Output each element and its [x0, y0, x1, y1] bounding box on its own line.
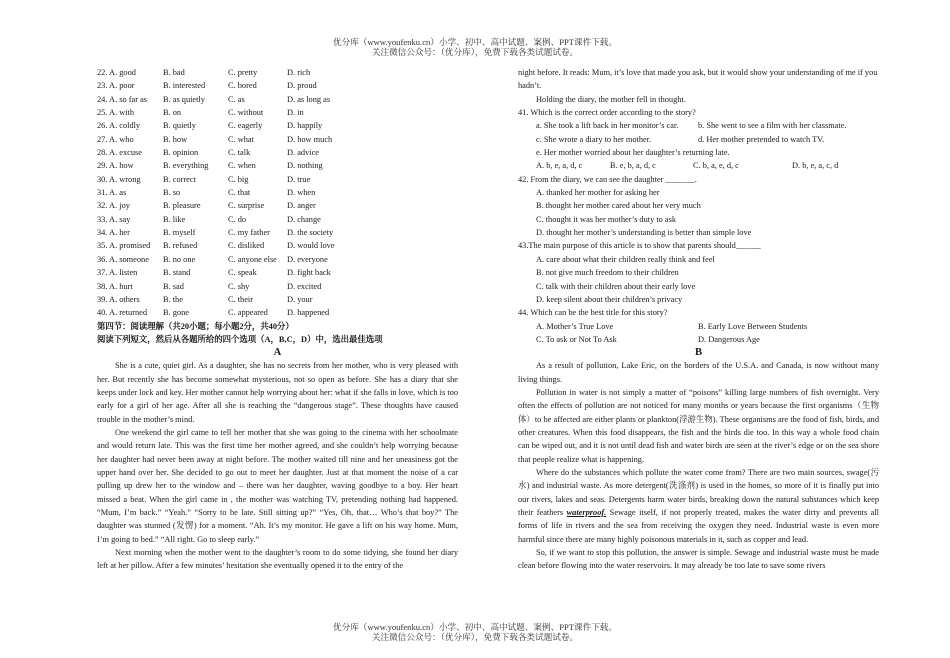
question-number-option-a[interactable]: 31. A. as: [97, 188, 127, 198]
question-number-option-a[interactable]: 26. A. coldly: [97, 121, 141, 131]
passage-b-text: Where do the substances which pollute the water come from? There are two main sources, swage(污水) and industrial waste. As more detergent(洗涤剂) is used in the homes, so more of it is finally put into our rivers, lakes and seas. Detergents harm water birds, breaking down the natural substances which keep their feathers: [518, 467, 879, 517]
passage-a-paragraph: Next morning when the mother went to the daughter’s room to do some tidying, she found her diary left at her pillow. After a few minutes’ hesitation she eventually opened it to the entry of the: [97, 548, 458, 571]
question-number-option-a[interactable]: 23. A. poor: [97, 81, 135, 91]
option-b[interactable]: B. stand: [163, 268, 191, 278]
option-b[interactable]: B. bad: [163, 68, 185, 77]
option-d[interactable]: D. proud: [287, 81, 317, 91]
option-b[interactable]: B. Early Love Between Students: [698, 321, 808, 331]
option-b[interactable]: B. everything: [163, 161, 209, 171]
option-d[interactable]: D. fight back: [287, 268, 331, 278]
option-c[interactable]: C. as: [228, 94, 245, 104]
cloze-question-row: [97, 199, 458, 212]
passage-b-paragraph: As a result of pollution, Lake Eric, on the borders of the U.S.A. and Canada, is now without many living things.: [518, 361, 879, 384]
passage-b-title: B: [694, 347, 703, 359]
question-number-option-a[interactable]: 27. A. who: [97, 134, 134, 144]
option-c[interactable]: C. To ask or Not To Ask: [536, 334, 617, 344]
option-d[interactable]: D. rich: [287, 68, 311, 77]
question-number-option-a[interactable]: 35. A. promised: [97, 241, 151, 251]
option-c[interactable]: C. appeared: [228, 308, 268, 318]
option-c[interactable]: C. without: [228, 108, 264, 118]
keyword-waterproof: waterproof.: [566, 508, 607, 517]
question-42-stem: 42. From the diary, we can see the daughter _______.: [518, 174, 697, 184]
event-b: b. She went to see a film with her classmate.: [698, 121, 847, 131]
cloze-question-row: [97, 133, 458, 146]
footer-line-2: 关注微信公众号：（优分库），免费下载各类试题试卷。: [371, 632, 579, 642]
option-d[interactable]: D. when: [287, 188, 316, 198]
cloze-question-row: [97, 186, 458, 199]
option-d[interactable]: D. would love: [287, 241, 335, 251]
cloze-question-row: [97, 253, 458, 266]
option-c[interactable]: C. do: [228, 214, 247, 224]
question-41-stem: 41. Which is the correct order according to the story?: [518, 108, 696, 118]
question-number-option-a[interactable]: 32. A. joy: [97, 201, 130, 211]
option-b[interactable]: B. like: [163, 214, 186, 224]
passage-a-paragraph: One weekend the girl came to tell her mother that she was going to the cinema with her schoolmate and would return late. This was the first time her mother agreed, and she couldn’t help worrying because her daughter had never been away at night before. The mother waited till nine and her uneasiness got the upper hand over her. She decided to go out to meet her daughter. Just at that moment the noise of a car pulling up drew her to the window and – there was her daughter, waving goodbye to a boy. Her heart missed a beat. When the girl came in , the mother was watching TV, pretending nothing had happened. “Mum, I’m back.” “Yeah.” “Sorry to be late. Still sitting up?” “Yes, Oh, that… Who’s that boy?” The daughter was stunned (发愣) for a moment. “Ah. It’s my monitor. He gave a lift on his way home. Mum, I’m going to bed.” “All right. Go to sleep early.”: [97, 427, 458, 544]
page-footer: [0, 622, 950, 642]
option-c[interactable]: C. surprise: [228, 201, 265, 211]
option-c[interactable]: C. anyone else: [228, 254, 277, 264]
question-number-option-a[interactable]: 22. A. good: [97, 68, 136, 77]
passage-a-paragraph: She is a cute, quiet girl. As a daughter, she has no secrets from her mother, who is very pleased with her. But recently she has become somewhat mysterious, not so open as before. She has a diary that she keeps under lock and key. Her mother cannot help worrying about her: what if she falls in love, which is too early for a girl of her age. After all she is reaching the “dangerous stage”. These thoughts have caused trouble in the mother’s mind.: [97, 361, 458, 424]
option-d[interactable]: D. as long as: [287, 94, 331, 104]
option-d[interactable]: D. anger: [287, 201, 316, 211]
passage-b-paragraph: So, if we want to stop this pollution, the answer is simple. Sewage and industrial waste must be made clean before flowing into the water reservoirs. It may already be too late to save some rivers: [518, 548, 879, 571]
option-d[interactable]: D. your: [287, 294, 313, 304]
cloze-question-row: [97, 93, 458, 106]
option-c[interactable]: C. my father: [228, 228, 270, 238]
passage-a-closing-line: Holding the diary, the mother fell in thought.: [536, 94, 686, 104]
option-d[interactable]: D. excited: [287, 281, 322, 291]
cloze-question-row: [97, 266, 458, 279]
passage-b-paragraph: [518, 466, 879, 546]
question-number-option-a[interactable]: 38. A. hurt: [97, 281, 133, 291]
cloze-question-row: [97, 119, 458, 132]
option-d[interactable]: D. happened: [287, 308, 330, 318]
option-c[interactable]: C. shy: [228, 281, 250, 291]
cloze-question-row: [97, 66, 458, 79]
option-c[interactable]: C. eagerly: [228, 121, 263, 131]
question-number-option-a[interactable]: 25. A. with: [97, 108, 135, 118]
question-44-stem: 44. Which can be the best title for this story?: [518, 308, 668, 318]
option-d[interactable]: D. true: [287, 174, 311, 184]
question-number-option-a[interactable]: 33. A. say: [97, 214, 131, 224]
option-b[interactable]: B. refused: [163, 241, 198, 251]
question-number-option-a[interactable]: 37. A. listen: [97, 268, 138, 278]
option-b[interactable]: B. on: [163, 108, 182, 118]
option-a[interactable]: A. b, e, a, d, c: [536, 161, 583, 171]
option-c[interactable]: C. what: [228, 134, 254, 144]
option-b[interactable]: B. how: [163, 134, 188, 144]
cloze-question-row: [97, 213, 458, 226]
option-c[interactable]: C. their: [228, 294, 254, 304]
event-a: a. She took a lift back in her monitor’s car.: [536, 121, 679, 131]
option-b[interactable]: B. so: [163, 188, 181, 198]
option-d[interactable]: D. the society: [287, 228, 334, 238]
option-b[interactable]: B. myself: [163, 228, 196, 238]
question-number-option-a[interactable]: 30. A. wrong: [97, 174, 141, 184]
option-a[interactable]: A. thanked her mother for asking her: [536, 188, 660, 198]
option-c[interactable]: C. speak: [228, 268, 257, 278]
option-c[interactable]: C. talk: [228, 148, 251, 158]
cloze-question-row: [97, 306, 458, 319]
option-b[interactable]: B. gone: [163, 308, 189, 318]
option-b[interactable]: B. not give much freedom to their children: [536, 268, 679, 278]
option-b[interactable]: B. quietly: [163, 121, 196, 131]
question-number-option-a[interactable]: 34. A. her: [97, 228, 130, 238]
option-c[interactable]: C. bored: [228, 81, 257, 91]
option-d[interactable]: D. keep silent about their children’s privacy: [536, 294, 683, 304]
cloze-question-row: [97, 159, 458, 172]
option-d[interactable]: D. thought her mother’s understanding is better than simple love: [536, 228, 752, 238]
option-b[interactable]: B. opinion: [163, 148, 199, 158]
cloze-options-list: [97, 66, 458, 320]
option-d[interactable]: D. happily: [287, 121, 323, 131]
question-41-options: [518, 159, 879, 172]
option-d[interactable]: D. Dangerous Age: [698, 334, 760, 344]
option-d[interactable]: D. nothing: [287, 161, 323, 171]
passage-b-paragraph: Pollution in water is not simply a matter of “poisons” killing large numbers of fish overnight. Very often the effects of pollution are not noticed for many months or years because the first organisms（生物体）to be affected are either plants or plankton(浮游生物). These organisms are the food of fish, birds, and other creatures. When this food disappears, the fish and the birds die too. In this way a whole food chain can be wiped out, and it is not until dead fish and water birds are seen at the river’s edge or on the sea shore that people realize what is happening.: [518, 387, 879, 464]
cloze-question-row: [97, 79, 458, 92]
option-b[interactable]: B. no one: [163, 254, 196, 264]
section-title: 第四节：阅读理解（共20小题；每小题2分，共40分）: [97, 321, 294, 331]
event-c: c. She wrote a diary to her mother.: [536, 134, 652, 144]
question-number-option-a[interactable]: 28. A. excuse: [97, 148, 142, 158]
cloze-question-row: [97, 293, 458, 306]
option-d[interactable]: D. in: [287, 108, 304, 118]
option-d[interactable]: D. how much: [287, 134, 333, 144]
option-d[interactable]: D. change: [287, 214, 321, 224]
header-line-1: 优分库（www.youfenku.cn）小学、初中、高中试题、案例、PPT课件下载。: [333, 37, 617, 47]
cloze-question-row: [97, 106, 458, 119]
cloze-question-row: [97, 173, 458, 186]
right-column: [518, 66, 879, 573]
option-b[interactable]: B. correct: [163, 174, 196, 184]
cloze-question-row: [97, 239, 458, 252]
option-c[interactable]: C. talk with their children about their early love: [536, 281, 696, 291]
option-d[interactable]: D. b, e, a, c, d: [792, 161, 839, 171]
option-c[interactable]: C. when: [228, 161, 256, 171]
question-43-stem: 43.The main purpose of this article is to show that parents should______: [518, 241, 761, 251]
passage-a-title: A: [273, 347, 282, 359]
passage-b-text: Sewage itself, if not properly treated, makes the water dirty and prevents all forms of life in rivers and the sea from receiving the oxygen they need. Industrial waste is even more harmful since there are many highly poisonous materials in it, such as copper and lead.: [518, 508, 879, 544]
cloze-question-row: [97, 226, 458, 239]
option-b[interactable]: B. e, b, a, d, c: [610, 161, 656, 171]
event-d: d. Her mother pretended to watch TV.: [698, 134, 825, 144]
option-c[interactable]: C. pretty: [228, 68, 258, 77]
cloze-question-row: [97, 280, 458, 293]
passage-a-continuation: night before. It reads: Mum, it’s love that made you ask, but it would show your understanding of me if you hadn’t.: [518, 68, 878, 91]
option-b[interactable]: B. thought her mother cared about her very much: [536, 201, 701, 211]
question-44-options-row: [518, 333, 879, 346]
option-c[interactable]: C. thought it was her mother’s duty to ask: [536, 214, 677, 224]
question-number-option-a[interactable]: 40. A. returned: [97, 308, 148, 318]
option-b[interactable]: B. interested: [163, 81, 206, 91]
option-c[interactable]: C. big: [228, 174, 249, 184]
option-c[interactable]: C. disliked: [228, 241, 265, 251]
event-e: e. Her mother worried about her daughter’s returning late.: [536, 148, 730, 158]
page-header: [0, 37, 950, 57]
footer-line-1: 优分库（www.youfenku.cn）小学、初中、高中试题、案例、PPT课件下载。: [333, 622, 617, 632]
left-column: [97, 66, 458, 573]
option-c[interactable]: C. b, a, e, d, c: [693, 161, 739, 171]
cloze-question-row: [97, 146, 458, 159]
question-41-events-row: [518, 119, 879, 132]
option-a[interactable]: A. Mother’s True Love: [536, 321, 614, 331]
question-44-options-row: [518, 320, 879, 333]
option-b[interactable]: B. as quietly: [163, 94, 205, 104]
header-line-2: 关注微信公众号：（优分库），免费下载各类试题试卷。: [371, 47, 579, 57]
question-number-option-a[interactable]: 39. A. others: [97, 294, 140, 304]
option-b[interactable]: B. pleasure: [163, 201, 201, 211]
option-c[interactable]: C. that: [228, 188, 251, 198]
question-number-option-a[interactable]: 36. A. someone: [97, 254, 149, 264]
option-b[interactable]: B. the: [163, 294, 183, 304]
option-b[interactable]: B. sad: [163, 281, 184, 291]
option-a[interactable]: A. care about what their children really think and feel: [536, 254, 715, 264]
option-d[interactable]: D. everyone: [287, 254, 328, 264]
section-instruction: 阅读下列短文，然后从各题所给的四个选项（A，B,C，D）中，选出最佳选项: [97, 334, 383, 344]
question-number-option-a[interactable]: 29. A. how: [97, 161, 134, 171]
question-41-events-row: [518, 133, 879, 146]
question-number-option-a[interactable]: 24. A. so far as: [97, 94, 148, 104]
option-d[interactable]: D. advice: [287, 148, 319, 158]
